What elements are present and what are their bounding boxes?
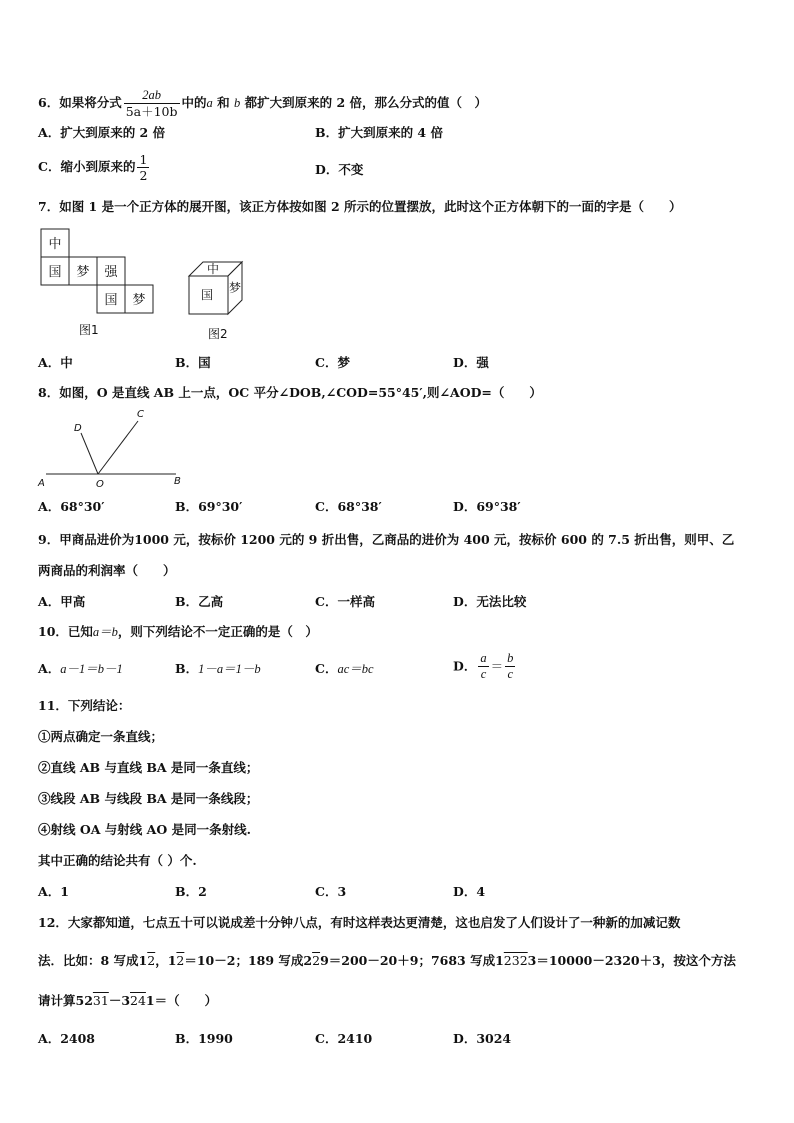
q11-ask: 其中正确的结论共有（ ）个.	[38, 853, 197, 868]
net-cell-5: 国	[104, 293, 118, 308]
q12-l3-e: 1＝（ ）	[145, 993, 218, 1008]
q11-option-c[interactable]: C．3	[315, 884, 347, 899]
q10-optd-equals: ＝	[490, 658, 504, 674]
q9-option-c[interactable]: C．一样高	[315, 594, 375, 609]
q6-option-b[interactable]: B．扩大到原来的 4 倍	[315, 125, 443, 140]
q10-optd-den1: c	[480, 667, 487, 681]
q6-var-a: a	[206, 96, 213, 110]
q6-option-c-text: C．缩小到原来的	[38, 159, 136, 174]
label-o: O	[96, 479, 104, 490]
q7-option-d[interactable]: D．强	[453, 355, 489, 370]
ray-oc	[98, 421, 138, 474]
q10-option-c[interactable]	[315, 661, 374, 677]
q7-fig2-caption: 图2	[208, 327, 228, 341]
q12-l3-a: 请计算52	[38, 993, 93, 1008]
q11-option-d[interactable]: D．4	[453, 884, 486, 899]
q12-line2	[38, 953, 736, 969]
q12-l2-bar-2: 2	[176, 953, 185, 968]
q6-stem-mid2: 和	[217, 95, 230, 110]
q6-stem-pre: 6．如果将分式	[38, 95, 122, 110]
q12-l3-bar-1: 31	[92, 993, 109, 1008]
label-d: D	[74, 423, 82, 434]
q12-l2-bar-4: 232	[503, 953, 528, 968]
label-c: C	[137, 409, 144, 420]
q9-option-a[interactable]: A．甲高	[38, 594, 86, 609]
q12-l2-e: ＝10－2；189 写成2	[184, 953, 313, 968]
q6-fraction	[124, 88, 180, 119]
q8-option-a[interactable]: A．68°30′	[38, 499, 105, 514]
q11-stem: 11．下列结论：	[38, 698, 131, 713]
q6-option-a[interactable]: A．扩大到原来的 2 倍	[38, 125, 166, 140]
q12-l2-bar-1: 2	[147, 953, 156, 968]
q6-option-c[interactable]	[38, 152, 151, 183]
q11-option-a[interactable]: A．1	[38, 884, 69, 899]
q6-var-b: b	[234, 96, 241, 110]
q6-option-d[interactable]: D．不变	[315, 162, 364, 177]
q10-optd-den2: c	[507, 667, 514, 681]
q10-option-d-frac-1	[478, 651, 488, 682]
q11-item-1: ①两点确定一条直线；	[38, 729, 164, 744]
q10-option-b[interactable]	[175, 661, 261, 677]
net-cell-1: 中	[48, 237, 62, 252]
q11-item-2: ②直线 AB 与直线 BA 是同一条直线；	[38, 760, 259, 775]
q12-l3-c: －3	[108, 993, 131, 1008]
q10-option-a-label: A．	[38, 661, 61, 676]
q10-option-b-expr: 1－a＝1－b	[198, 662, 261, 676]
q12-option-a[interactable]: A．2408	[38, 1031, 95, 1046]
label-a: A	[38, 478, 45, 489]
q12-l2-c: ，1	[155, 953, 177, 968]
q6-optc-den: 2	[139, 168, 148, 183]
q10-optd-num2: b	[507, 651, 514, 665]
q12-l2-a: 法．比如：8 写成1	[38, 953, 148, 968]
q8-option-b[interactable]: B．69°30′	[175, 499, 243, 514]
q10-stem	[38, 624, 318, 640]
q7-option-c[interactable]: C．梦	[315, 355, 350, 370]
q9-stem-line1: 9．甲商品进价为1000 元，按标价 1200 元的 9 折出售，乙商品的进价为 400 元，按标价 600 的 7.5 折出售，则甲、乙	[38, 532, 735, 547]
q12-option-b[interactable]: B．1990	[175, 1031, 233, 1046]
q6-frac-den: 5a＋10b	[125, 104, 178, 119]
q10-option-d[interactable]	[453, 651, 517, 682]
q10-option-b-label: B．	[175, 661, 199, 676]
q8-option-d[interactable]: D．69°38′	[453, 499, 521, 514]
q9-option-b[interactable]: B．乙高	[175, 594, 224, 609]
q8-angle-figure	[34, 405, 194, 490]
net-cell-4: 强	[104, 265, 118, 280]
q10-stem-pre: 10．已知	[38, 624, 93, 639]
cube-top-face: 中	[207, 262, 220, 276]
q12-l2-g: 9＝200－20＋9；7683 写成1	[320, 953, 504, 968]
q6-stem-mid1: 中的	[181, 95, 207, 110]
q7-stem: 7．如图 1 是一个正方体的展开图，该正方体按如图 2 所示的位置摆放，此时这个正方体朝下的一面的字是（ ）	[38, 199, 682, 214]
q10-option-a-expr: a－1＝b－1	[60, 662, 123, 676]
ray-od	[81, 433, 98, 474]
q12-l2-i: 3＝10000－2320＋3，按这个方法	[527, 953, 736, 968]
q12-l2-bar-3: 2	[312, 953, 321, 968]
net-cell-2: 国	[48, 265, 62, 280]
cube-right-face: 梦	[229, 281, 242, 295]
q10-stem-post: ，则下列结论不一定正确的是（ ）	[117, 624, 318, 639]
q12-option-c[interactable]: C．2410	[315, 1031, 373, 1046]
q10-option-a[interactable]	[38, 661, 123, 677]
net-cell-6: 梦	[132, 293, 146, 308]
net-cell-3: 梦	[76, 265, 90, 280]
q7-figure-2-cube	[185, 260, 247, 316]
q9-option-d[interactable]: D．无法比较	[453, 594, 527, 609]
q12-line3	[38, 993, 217, 1009]
q9-stem-line2: 两商品的利润率（ ）	[38, 563, 176, 578]
q10-optd-num1: a	[480, 651, 487, 665]
q6-stem-post: 都扩大到原来的 2 倍，那么分式的值（ ）	[244, 95, 488, 110]
q12-l3-bar-2: 24	[130, 993, 146, 1008]
q10-option-d-label: D．	[453, 658, 477, 674]
q10-option-c-expr: ac＝bc	[337, 662, 374, 676]
q11-item-3: ③线段 AB 与线段 BA 是同一条线段；	[38, 791, 259, 806]
q6-stem	[38, 88, 487, 119]
q10-option-c-label: C．	[315, 661, 338, 676]
q10-option-d-frac-2	[505, 651, 515, 682]
q7-figure-1-net	[40, 228, 155, 314]
q7-fig1-caption: 图1	[79, 323, 99, 337]
q10-condition: a＝b	[92, 625, 118, 639]
q6-optc-num: 1	[139, 152, 148, 167]
q7-option-a[interactable]: A．中	[38, 355, 73, 370]
q7-option-b[interactable]: B．国	[175, 355, 211, 370]
q11-option-b[interactable]: B．2	[175, 884, 207, 899]
q12-line1: 12．大家都知道，七点五十可以说成差十分钟八点，有时这样表达更清楚，这也启发了人们设计了一种新的加减记数	[38, 915, 681, 930]
q8-stem: 8．如图，O 是直线 AB 上一点，OC 平分∠DOB,∠COD=55°45′,则∠AOD=（ ）	[38, 385, 542, 400]
q11-item-4: ④射线 OA 与射线 AO 是同一条射线.	[38, 822, 251, 837]
q8-option-c[interactable]: C．68°38′	[315, 499, 382, 514]
q6-option-c-fraction	[137, 152, 149, 183]
cube-front-face: 国	[201, 288, 214, 302]
q6-frac-num: 2ab	[124, 88, 180, 104]
q12-option-d[interactable]: D．3024	[453, 1031, 512, 1046]
label-b: B	[174, 476, 181, 487]
